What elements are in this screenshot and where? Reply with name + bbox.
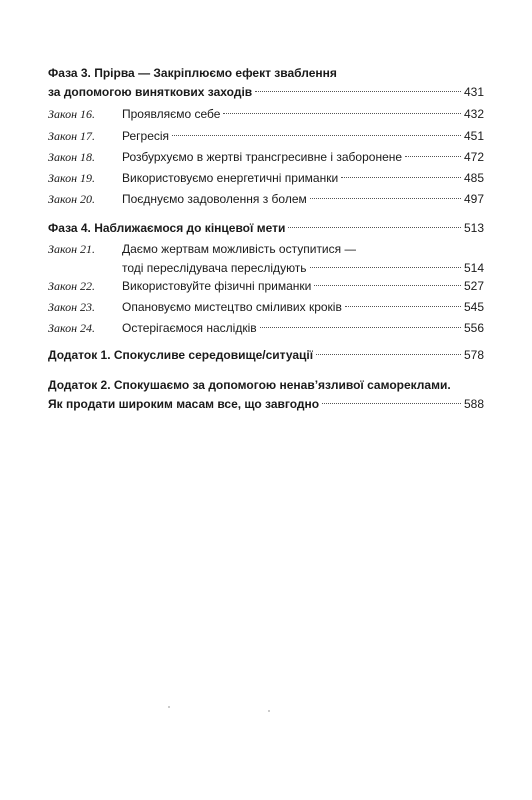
toc-page-number: 514: [463, 261, 484, 275]
toc-entry-label: Закон 19.: [48, 171, 96, 185]
dot-leader: [260, 327, 461, 328]
toc-entry-title: за допомогою виняткових заходів: [48, 85, 253, 99]
dot-leader: [345, 306, 461, 307]
scan-speck: [168, 706, 170, 708]
toc-page-number: 556: [463, 321, 484, 335]
toc-entry-label: Закон 24.: [48, 321, 96, 335]
toc-entry-phase4[interactable]: [48, 219, 484, 238]
dot-leader: [316, 354, 461, 355]
toc-entry-title: Додаток 1. Спокусливе середовище/ситуації: [48, 348, 314, 362]
dot-leader: [310, 198, 461, 199]
toc-entry-law19[interactable]: [48, 169, 484, 188]
toc-entry-title: Проявляємо себе: [122, 107, 221, 121]
toc-entry-law24[interactable]: [48, 319, 484, 338]
dot-leader: [288, 227, 461, 228]
toc-entry-law17[interactable]: [48, 127, 484, 146]
toc-entry-title: Регресія: [122, 129, 170, 143]
toc-page-number: 472: [463, 150, 484, 164]
toc-entry-title: Використовуємо енергетичні приманки: [122, 171, 339, 185]
toc-entry-law20[interactable]: [48, 190, 484, 209]
toc-entry-law21[interactable]: [48, 240, 484, 278]
toc-entry-label: Закон 17.: [48, 129, 96, 143]
toc-entry-title: Фаза 3. Прірва — Закріплюємо ефект зваблення: [48, 66, 337, 80]
toc-entry-law22[interactable]: [48, 277, 484, 296]
toc-page-number: 588: [463, 397, 484, 411]
toc-entry-label: Закон 16.: [48, 107, 96, 121]
dot-leader: [310, 267, 461, 268]
dot-leader: [405, 156, 461, 157]
toc-entry-law23[interactable]: [48, 298, 484, 317]
toc-entry-title: Опановуємо мистецтво сміливих кроків: [122, 300, 342, 314]
toc-page-number: 485: [463, 171, 484, 185]
toc-entry-law18[interactable]: [48, 148, 484, 167]
toc-entry-title: Як продати широким масам все, що завгодно: [48, 397, 320, 411]
toc-page-number: 432: [463, 107, 484, 121]
toc-page-number: 497: [463, 192, 484, 206]
dot-leader: [172, 135, 461, 136]
dot-leader: [223, 113, 461, 114]
toc-entry-label: Закон 20.: [48, 192, 96, 206]
toc-page-number: 578: [463, 348, 484, 362]
toc-entry-label: Закон 23.: [48, 300, 96, 314]
toc-entry-label: Закон 21.: [48, 242, 96, 256]
toc-page-number: 513: [463, 221, 484, 235]
dot-leader: [341, 177, 461, 178]
dot-leader: [314, 285, 461, 286]
toc-entry-title: тоді переслідувача переслідують: [122, 261, 307, 275]
toc-entry-phase3[interactable]: [48, 64, 484, 102]
toc-page-number: 451: [463, 129, 484, 143]
toc-entry-label: Закон 18.: [48, 150, 96, 164]
toc-entry-title: Остерігаємося наслідків: [122, 321, 257, 335]
dot-leader: [322, 403, 461, 404]
toc-entry-title: Додаток 2. Спокушаємо за допомогою ненав’язливої самореклами.: [48, 378, 451, 392]
toc-entry-appendix2[interactable]: [48, 376, 484, 414]
toc-page-number: 527: [463, 279, 484, 293]
toc-entry-title: Поєднуємо задоволення з болем: [122, 192, 307, 206]
toc-entry-law16[interactable]: [48, 105, 484, 124]
toc-page-number: 545: [463, 300, 484, 314]
toc-page-number: 431: [463, 85, 484, 99]
toc-entry-title: Фаза 4. Наближаємося до кінцевої мети: [48, 221, 286, 235]
toc-entry-title: Використовуйте фізичні приманки: [122, 279, 312, 293]
toc-entry-title: Даємо жертвам можливість оступитися —: [122, 242, 357, 256]
scan-speck: [268, 710, 270, 712]
toc-entry-title: Розбурхуємо в жертві трансгресивне і заборонене: [122, 150, 403, 164]
toc-entry-label: Закон 22.: [48, 279, 96, 293]
dot-leader: [255, 91, 461, 92]
toc-entry-appendix1[interactable]: [48, 346, 484, 365]
